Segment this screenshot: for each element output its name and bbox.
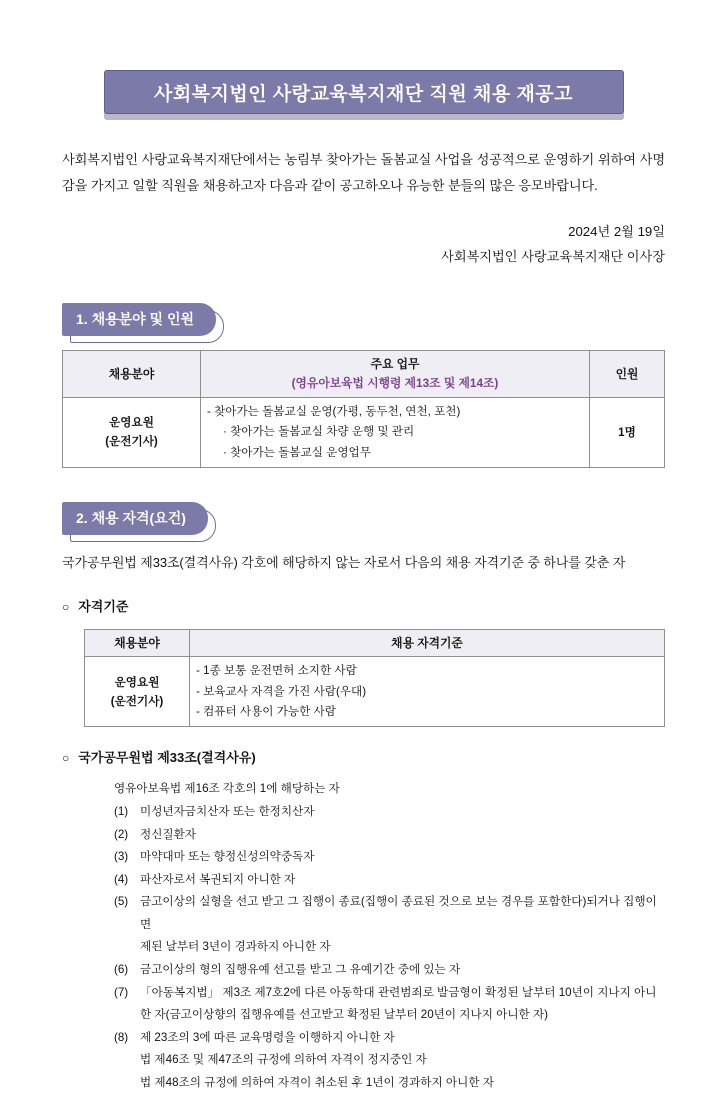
header-count: 인원 <box>590 351 665 398</box>
clause-text: 미성년자금치산자 또는 한정치산자 <box>140 804 315 818</box>
section-2-lead: 국가공무원법 제33조(결격사유) 각호에 해당하지 않는 자로서 다음의 채용 자격기준 중 하나를 갖춘 자 <box>62 554 626 570</box>
clause-text: 금고이상의 실형을 선고 받고 그 집행이 종료(집행이 종료된 것으로 보는 경우를 포함한다)되거나 집행이 면 <box>140 895 657 931</box>
duty-line-3: · 찾아가는 돌봄교실 운영업무 <box>223 445 371 459</box>
disqualification-heading <box>62 747 665 766</box>
clause-item <box>114 1027 659 1050</box>
clause-text: 마약대마 또는 향정신성의약중독자 <box>140 850 315 864</box>
circle-bullet-icon: ○ <box>62 751 70 766</box>
requirement-line-3: - 컴퓨터 사용이 가능한 사람 <box>196 705 336 719</box>
cell-field-line1: 운영요원 <box>114 675 160 689</box>
clause-number: (1) <box>114 804 129 818</box>
clause-number: (6) <box>114 963 129 977</box>
header-field: 채용분야 <box>85 629 190 657</box>
clause-number: (5) <box>114 895 129 909</box>
header-duty-sub: (영유아보육법 시행령 제13조 및 제14조) <box>291 376 499 391</box>
announcement-signer: 사회복지법인 사랑교육복지재단 이사장 <box>441 248 665 264</box>
section-1-heading <box>62 303 216 336</box>
recruitment-field-table <box>62 350 665 468</box>
clause-text: 정신질환자 <box>140 827 196 841</box>
cell-field-line2: (운전기사) <box>110 694 164 708</box>
section-2-heading <box>62 502 208 535</box>
qualification-standard-heading <box>62 596 665 615</box>
clause-number: (2) <box>114 827 129 841</box>
duty-line-1: - 찾아가는 돌봄교실 운영(가평, 동두천, 연천, 포천) <box>207 405 461 419</box>
qualification-table-wrap <box>84 629 665 728</box>
clause-number: (3) <box>114 850 129 864</box>
requirement-line-2: - 보육교사 자격을 가진 사람(우대) <box>196 684 367 698</box>
header-field: 채용분야 <box>63 351 201 398</box>
header-duty-main: 주요 업무 <box>370 357 420 372</box>
cell-count: 1명 <box>590 398 665 468</box>
cell-field <box>63 398 201 468</box>
table-header-row <box>85 629 665 657</box>
clause-continuation: 한 자(금고이상향의 집행유예를 선고받고 확정된 날부터 20년이 지나지 아니한 자) <box>140 1008 548 1022</box>
requirement-line-1: - 1종 보통 운전면허 소지한 사람 <box>196 664 357 678</box>
title-banner-box <box>104 70 624 114</box>
document-title-banner <box>62 70 665 114</box>
disqualification-title: 국가공무원법 제33조(결격사유) <box>78 750 256 766</box>
section-2-ribbon: 2. 채용 자격(요건) <box>62 502 208 535</box>
clause-item <box>114 869 659 892</box>
cell-field-line1: 운영요원 <box>109 416 154 430</box>
intro-paragraph: 사회복지법인 사랑교육복지재단에서는 농림부 찾아가는 돌봄교실 사업을 성공적으로 운영하기 위하여 사명감을 가지고 일할 직원을 채용하고자 다음과 같이 공고하오나 유능한 분들의 많은 응모바랍니다. <box>62 152 665 193</box>
clause-item <box>114 824 659 847</box>
clause-text: 제 23조의 3에 따른 교육명령을 이행하지 아니한 자 <box>140 1030 395 1044</box>
duty-line-2: · 찾아가는 돌봄교실 차량 운행 및 관리 <box>223 425 415 439</box>
clause-item <box>114 982 659 1005</box>
table-header-row <box>63 351 665 398</box>
clause-text: 「아동복지법」 제3조 제7호2에 다른 아동학대 관련범죄로 발금형이 확정된 날부터 10년이 지나지 아니 <box>140 985 657 999</box>
disqualification-clause-box <box>114 778 659 1094</box>
clause-item <box>114 846 659 869</box>
clause-intro: 영유아보육법 제16조 각호의 1에 해당하는 자 <box>114 782 340 796</box>
clause-text: 금고이상의 형의 집행유예 선고를 받고 그 유예기간 중에 있는 자 <box>140 963 461 977</box>
clause-tail-2: 법 제48조의 규정에 의하여 자격이 취소된 후 1년이 경과하지 아니한 자 <box>140 1076 494 1090</box>
circle-bullet-icon: ○ <box>62 599 70 614</box>
clause-continuation: 제된 날부터 3년이 경과하지 아니한 자 <box>140 940 331 954</box>
clause-number: (4) <box>114 872 129 886</box>
clause-number: (7) <box>114 985 129 999</box>
page-title: 사회복지법인 사랑교육복지재단 직원 채용 재공고 <box>153 83 574 105</box>
clause-text: 파산자로서 복권되지 아니한 자 <box>140 872 296 886</box>
announcement-date: 2024년 2월 19일 <box>568 224 665 240</box>
header-duty <box>201 351 590 398</box>
signature-block <box>62 220 665 269</box>
qualification-standard-title: 자격기준 <box>78 598 129 614</box>
cell-duty <box>201 398 590 468</box>
clause-tail-1: 법 제46조 및 제47조의 규정에 의하여 자격이 정지중인 자 <box>140 1053 427 1067</box>
clause-item <box>114 891 659 936</box>
section-1-ribbon: 1. 채용분야 및 인원 <box>62 303 216 336</box>
clause-item <box>114 959 659 982</box>
clause-number: (8) <box>114 1030 129 1044</box>
cell-field <box>85 657 190 727</box>
table-row <box>63 398 665 468</box>
cell-field-line2: (운전기사) <box>105 435 158 449</box>
clause-item <box>114 801 659 824</box>
qualification-table <box>84 629 665 728</box>
table-row <box>85 657 665 727</box>
document-page <box>0 70 727 1098</box>
header-requirements: 채용 자격기준 <box>190 629 665 657</box>
cell-requirements <box>190 657 665 727</box>
